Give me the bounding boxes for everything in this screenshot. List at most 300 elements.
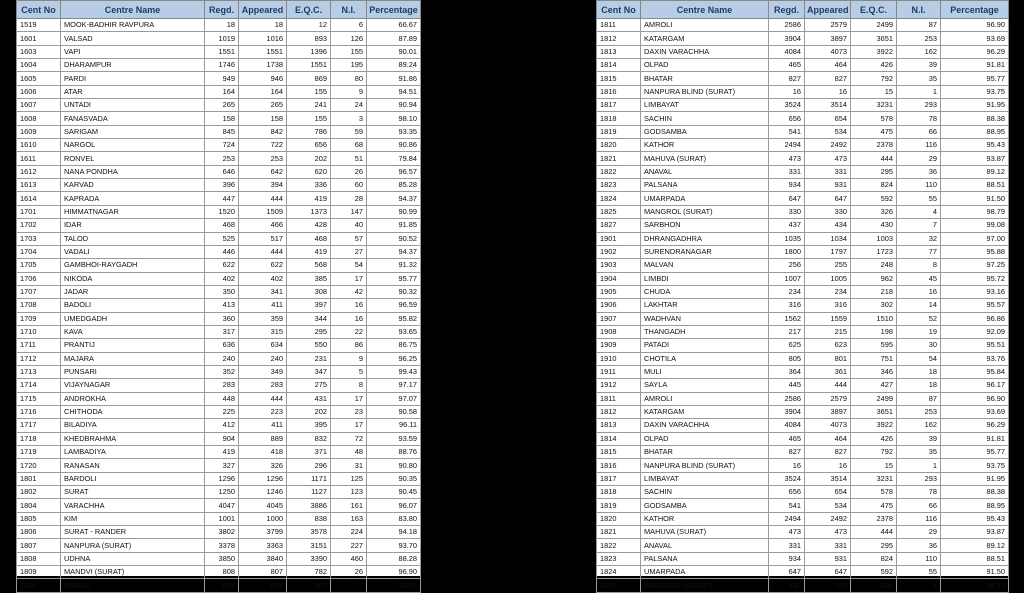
cent-no-cell: 1814 <box>597 432 641 445</box>
table-row <box>597 552 1009 565</box>
header-percentage: Percentage <box>367 1 421 19</box>
appeared-cell: 330 <box>805 205 851 218</box>
ni-cell: 4 <box>897 579 941 592</box>
cent-no-cell: 1813 <box>597 45 641 58</box>
cent-no-cell: 1815 <box>597 446 641 459</box>
ni-cell: 126 <box>331 32 367 45</box>
ni-cell: 116 <box>897 139 941 152</box>
percentage-cell: 95.43 <box>941 139 1009 152</box>
table-row <box>597 139 1009 152</box>
ni-cell: 18 <box>897 379 941 392</box>
eqc-cell: 578 <box>851 112 897 125</box>
eqc-cell: 248 <box>851 259 897 272</box>
regd-cell: 1250 <box>205 486 239 499</box>
appeared-cell: 316 <box>805 299 851 312</box>
ni-cell: 31 <box>331 459 367 472</box>
percentage-cell: 91.50 <box>941 192 1009 205</box>
table-row <box>597 392 1009 405</box>
centre-name-cell: DHRANGADHRA <box>641 232 769 245</box>
table-row <box>17 379 421 392</box>
cent-no-cell: 1704 <box>17 245 61 258</box>
table-row <box>597 299 1009 312</box>
regd-cell: 934 <box>769 179 805 192</box>
cent-no-cell: 1801 <box>17 472 61 485</box>
regd-cell: 1019 <box>205 32 239 45</box>
header-centre-name: Centre Name <box>61 1 205 19</box>
table-row <box>597 72 1009 85</box>
table-row <box>597 125 1009 138</box>
header-regd: Regd. <box>769 1 805 19</box>
eqc-cell: 15 <box>851 459 897 472</box>
ni-cell: 8 <box>897 259 941 272</box>
centre-name-cell: SACHIN <box>641 112 769 125</box>
eqc-cell: 3390 <box>287 552 331 565</box>
cent-no-cell: 1910 <box>597 352 641 365</box>
header-percentage: Percentage <box>941 1 1009 19</box>
ni-cell: 163 <box>331 512 367 525</box>
cent-no-cell: 1519 <box>17 19 61 32</box>
table-row <box>597 165 1009 178</box>
regd-cell: 1520 <box>205 205 239 218</box>
ni-cell: 17 <box>331 392 367 405</box>
regd-cell: 808 <box>205 566 239 579</box>
percentage-cell: 88.28 <box>367 552 421 565</box>
ni-cell: 30 <box>897 339 941 352</box>
ni-cell: 195 <box>331 59 367 72</box>
regd-cell: 724 <box>205 139 239 152</box>
centre-name-cell: SAYLA <box>641 379 769 392</box>
regd-cell: 18 <box>205 19 239 32</box>
ni-cell: 54 <box>331 259 367 272</box>
eqc-cell: 1510 <box>851 312 897 325</box>
eqc-cell: 444 <box>851 526 897 539</box>
percentage-cell: 93.75 <box>941 85 1009 98</box>
percentage-cell: 96.86 <box>941 312 1009 325</box>
cent-no-cell: 1822 <box>597 539 641 552</box>
cent-no-cell: 1825 <box>597 205 641 218</box>
regd-cell: 4047 <box>205 499 239 512</box>
table-row <box>597 339 1009 352</box>
eqc-cell: 786 <box>287 125 331 138</box>
table-row <box>597 285 1009 298</box>
cent-no-cell: 1822 <box>597 165 641 178</box>
percentage-cell: 96.57 <box>367 165 421 178</box>
cent-no-cell: 1810 <box>17 579 61 592</box>
appeared-cell: 402 <box>239 272 287 285</box>
ni-cell: 24 <box>331 99 367 112</box>
centre-name-cell: LIMBAYAT <box>641 472 769 485</box>
table-row <box>17 45 421 58</box>
regd-cell: 934 <box>769 552 805 565</box>
cent-no-cell: 1813 <box>597 419 641 432</box>
appeared-cell: 3840 <box>239 552 287 565</box>
cent-no-cell: 1811 <box>597 19 641 32</box>
percentage-cell: 96.90 <box>367 566 421 579</box>
table-row <box>17 325 421 338</box>
eqc-cell: 336 <box>287 179 331 192</box>
cent-no-cell: 1719 <box>17 446 61 459</box>
eqc-cell: 295 <box>851 539 897 552</box>
regd-cell: 164 <box>205 85 239 98</box>
regd-cell: 402 <box>205 272 239 285</box>
regd-cell: 468 <box>205 219 239 232</box>
centre-name-cell: DAXIN VARACHHA <box>641 45 769 58</box>
appeared-cell: 3514 <box>805 472 851 485</box>
regd-cell: 465 <box>769 59 805 72</box>
centre-name-cell: SARBHON <box>641 219 769 232</box>
table-row <box>17 486 421 499</box>
regd-cell: 4084 <box>769 45 805 58</box>
ni-cell: 227 <box>331 539 367 552</box>
table-row <box>597 405 1009 418</box>
cent-no-cell: 1711 <box>17 339 61 352</box>
header-eqc: E.Q.C. <box>287 1 331 19</box>
centre-name-cell: UMEDGADH <box>61 312 205 325</box>
appeared-cell: 223 <box>239 405 287 418</box>
ni-cell: 35 <box>897 72 941 85</box>
appeared-cell: 164 <box>239 85 287 98</box>
percentage-cell: 93.65 <box>367 325 421 338</box>
ni-cell: 28 <box>331 192 367 205</box>
eqc-cell: 869 <box>287 72 331 85</box>
ni-cell: 7 <box>331 579 367 592</box>
regd-cell: 412 <box>205 419 239 432</box>
regd-cell: 473 <box>769 152 805 165</box>
ni-cell: 14 <box>897 299 941 312</box>
table-row <box>597 219 1009 232</box>
cent-no-cell: 1713 <box>17 365 61 378</box>
ni-cell: 66 <box>897 125 941 138</box>
regd-cell: 256 <box>769 259 805 272</box>
cent-no-cell: 1808 <box>17 552 61 565</box>
centre-name-cell: HIMMATNAGAR <box>61 205 205 218</box>
percentage-cell: 96.59 <box>367 299 421 312</box>
cent-no-cell: 1607 <box>17 99 61 112</box>
table-row <box>17 352 421 365</box>
appeared-cell: 444 <box>805 379 851 392</box>
appeared-cell: 349 <box>239 365 287 378</box>
regd-cell: 448 <box>205 392 239 405</box>
appeared-cell: 361 <box>805 365 851 378</box>
eqc-cell: 3151 <box>287 539 331 552</box>
regd-cell: 3904 <box>769 32 805 45</box>
ni-cell: 42 <box>331 285 367 298</box>
cent-no-cell: 1818 <box>597 486 641 499</box>
centre-name-cell: NANPURA BLIND (SURAT) <box>641 85 769 98</box>
ni-cell: 60 <box>331 179 367 192</box>
percentage-cell: 93.75 <box>941 459 1009 472</box>
percentage-cell: 90.52 <box>367 232 421 245</box>
cent-no-cell: 1802 <box>17 486 61 499</box>
eqc-cell: 419 <box>287 245 331 258</box>
centre-name-cell: PALSANA <box>641 552 769 565</box>
ni-cell: 16 <box>897 285 941 298</box>
appeared-cell: 283 <box>239 379 287 392</box>
cent-no-cell: 1824 <box>597 192 641 205</box>
table-row <box>597 486 1009 499</box>
eqc-cell: 371 <box>287 446 331 459</box>
percentage-cell: 88.95 <box>941 499 1009 512</box>
ni-cell: 16 <box>331 299 367 312</box>
eqc-cell: 568 <box>287 259 331 272</box>
eqc-cell: 2499 <box>851 19 897 32</box>
table-row <box>17 245 421 258</box>
percentage-cell: 94.18 <box>367 526 421 539</box>
regd-cell: 3904 <box>769 405 805 418</box>
cent-no-cell: 1816 <box>597 459 641 472</box>
table-row <box>17 299 421 312</box>
appeared-cell: 16 <box>805 459 851 472</box>
table-row <box>17 232 421 245</box>
eqc-cell: 475 <box>851 125 897 138</box>
table-row <box>17 552 421 565</box>
centre-name-cell: VADALI <box>61 245 205 258</box>
table-body-right <box>597 19 1009 593</box>
regd-cell: 1800 <box>769 245 805 258</box>
regd-cell: 622 <box>205 259 239 272</box>
appeared-cell: 807 <box>239 566 287 579</box>
eqc-cell: 155 <box>287 112 331 125</box>
appeared-cell: 827 <box>805 72 851 85</box>
table-row <box>17 152 421 165</box>
appeared-cell: 2579 <box>805 19 851 32</box>
centre-name-cell: GODSAMBA <box>641 125 769 138</box>
eqc-cell: 295 <box>287 325 331 338</box>
table-row <box>597 179 1009 192</box>
ni-cell: 9 <box>331 352 367 365</box>
header-appeared: Appeared <box>239 1 287 19</box>
table-row <box>597 312 1009 325</box>
centre-name-cell: SURENDRANAGAR <box>641 245 769 258</box>
cent-no-cell: 1827 <box>597 219 641 232</box>
cent-no-cell: 1712 <box>17 352 61 365</box>
appeared-cell: 931 <box>805 179 851 192</box>
eqc-cell: 344 <box>287 312 331 325</box>
appeared-cell: 4073 <box>805 419 851 432</box>
centre-name-cell: NARGOL <box>61 139 205 152</box>
percentage-cell: 91.81 <box>941 432 1009 445</box>
centre-name-cell: UDHNA <box>61 552 205 565</box>
eqc-cell: 2378 <box>851 512 897 525</box>
ni-cell: 162 <box>897 419 941 432</box>
centre-name-cell: BARDOLI <box>61 472 205 485</box>
appeared-cell: 842 <box>239 125 287 138</box>
appeared-cell: 647 <box>805 192 851 205</box>
appeared-cell: 464 <box>805 59 851 72</box>
appeared-cell: 642 <box>239 165 287 178</box>
percentage-cell: 93.35 <box>367 125 421 138</box>
centre-name-cell: MOOK-BADHIR RAVPURA <box>61 19 205 32</box>
regd-cell: 1562 <box>769 312 805 325</box>
regd-cell: 317 <box>205 325 239 338</box>
cent-no-cell: 1821 <box>597 152 641 165</box>
appeared-cell: 801 <box>805 352 851 365</box>
table-row <box>597 539 1009 552</box>
eqc-cell: 475 <box>851 499 897 512</box>
percentage-cell: 93.69 <box>941 405 1009 418</box>
appeared-cell: 4073 <box>805 45 851 58</box>
appeared-cell: 411 <box>239 419 287 432</box>
centre-name-cell: SURAT <box>61 486 205 499</box>
cent-no-cell: 1715 <box>17 392 61 405</box>
eqc-cell: 751 <box>851 352 897 365</box>
table-row <box>17 339 421 352</box>
regd-cell: 265 <box>205 99 239 112</box>
ni-cell: 162 <box>897 45 941 58</box>
left-page <box>16 0 420 590</box>
header-regd: Regd. <box>205 1 239 19</box>
percentage-cell: 91.81 <box>941 59 1009 72</box>
cent-no-cell: 1613 <box>17 179 61 192</box>
centre-name-cell: GODSAMBA <box>641 499 769 512</box>
ni-cell: 123 <box>331 486 367 499</box>
cent-no-cell: 1909 <box>597 339 641 352</box>
centre-name-cell: OLPAD <box>641 432 769 445</box>
percentage-cell: 88.38 <box>941 486 1009 499</box>
eqc-cell: 2378 <box>851 139 897 152</box>
table-row <box>597 259 1009 272</box>
eqc-cell: 468 <box>287 232 331 245</box>
eqc-cell: 397 <box>287 299 331 312</box>
centre-name-cell: WADHVAN <box>641 312 769 325</box>
eqc-cell: 3231 <box>851 472 897 485</box>
ni-cell: 17 <box>331 272 367 285</box>
percentage-cell: 95.77 <box>367 272 421 285</box>
eqc-cell: 595 <box>851 339 897 352</box>
table-row <box>597 526 1009 539</box>
appeared-cell: 215 <box>805 325 851 338</box>
ni-cell: 48 <box>331 446 367 459</box>
centre-name-cell: MANDVI (SURAT) <box>61 566 205 579</box>
regd-cell: 2494 <box>769 139 805 152</box>
eqc-cell: 2499 <box>851 392 897 405</box>
cent-no-cell: 1811 <box>597 392 641 405</box>
eqc-cell: 419 <box>287 192 331 205</box>
cent-no-cell: 1614 <box>17 192 61 205</box>
header-appeared: Appeared <box>805 1 851 19</box>
centre-name-cell: VALSAD <box>61 32 205 45</box>
cent-no-cell: 1902 <box>597 245 641 258</box>
table-row <box>597 85 1009 98</box>
eqc-cell: 275 <box>287 379 331 392</box>
cent-no-cell: 1825 <box>597 579 641 592</box>
ni-cell: 253 <box>897 32 941 45</box>
right-page <box>596 0 1008 590</box>
ni-cell: 19 <box>897 325 941 338</box>
ni-cell: 8 <box>331 379 367 392</box>
table-row <box>17 72 421 85</box>
table-row <box>17 365 421 378</box>
table-row <box>17 112 421 125</box>
centre-name-cell: PARDI <box>61 72 205 85</box>
appeared-cell: 444 <box>239 245 287 258</box>
cent-no-cell: 1610 <box>17 139 61 152</box>
ni-cell: 7 <box>897 219 941 232</box>
results-table-left <box>16 0 421 593</box>
header-centre-name: Centre Name <box>641 1 769 19</box>
ni-cell: 51 <box>331 152 367 165</box>
appeared-cell: 1509 <box>239 205 287 218</box>
eqc-cell: 431 <box>287 392 331 405</box>
eqc-cell: 395 <box>287 419 331 432</box>
percentage-cell: 96.90 <box>941 392 1009 405</box>
cent-no-cell: 1720 <box>17 459 61 472</box>
cent-no-cell: 1703 <box>17 232 61 245</box>
appeared-cell: 394 <box>239 179 287 192</box>
eqc-cell: 295 <box>851 165 897 178</box>
regd-cell: 3802 <box>205 526 239 539</box>
percentage-cell: 96.29 <box>941 419 1009 432</box>
eqc-cell: 3231 <box>851 99 897 112</box>
table-row <box>17 459 421 472</box>
ni-cell: 6 <box>331 19 367 32</box>
eqc-cell: 231 <box>287 352 331 365</box>
ni-cell: 17 <box>331 419 367 432</box>
eqc-cell: 428 <box>287 219 331 232</box>
cent-no-cell: 1604 <box>17 59 61 72</box>
eqc-cell: 1723 <box>851 245 897 258</box>
table-row <box>597 566 1009 579</box>
table-row <box>597 365 1009 378</box>
eqc-cell: 656 <box>287 139 331 152</box>
appeared-cell: 1246 <box>239 486 287 499</box>
regd-cell: 656 <box>769 112 805 125</box>
eqc-cell: 430 <box>851 219 897 232</box>
ni-cell: 32 <box>897 232 941 245</box>
regd-cell: 350 <box>205 285 239 298</box>
centre-name-cell: SURAT - RANDER <box>61 526 205 539</box>
ni-cell: 4 <box>897 205 941 218</box>
centre-name-cell: KATHOR <box>641 139 769 152</box>
centre-name-cell: CHOTILA <box>641 352 769 365</box>
ni-cell: 116 <box>897 512 941 525</box>
table-row <box>597 99 1009 112</box>
centre-name-cell: DHARAMPUR <box>61 59 205 72</box>
cent-no-cell: 1823 <box>597 179 641 192</box>
cent-no-cell: 1819 <box>597 125 641 138</box>
percentage-cell: 96.90 <box>941 19 1009 32</box>
eqc-cell: 824 <box>851 552 897 565</box>
percentage-cell: 92.09 <box>941 325 1009 338</box>
cent-no-cell: 1605 <box>17 72 61 85</box>
centre-name-cell: MAHUVA (SURAT) <box>641 526 769 539</box>
regd-cell: 541 <box>769 499 805 512</box>
ni-cell: 5 <box>331 365 367 378</box>
table-row <box>597 45 1009 58</box>
regd-cell: 646 <box>205 165 239 178</box>
centre-name-cell: NIKODA <box>61 272 205 285</box>
table-row <box>17 405 421 418</box>
regd-cell: 1296 <box>205 472 239 485</box>
centre-name-cell: MALVAN <box>641 259 769 272</box>
centre-name-cell: ANDROKHA <box>61 392 205 405</box>
regd-cell: 2494 <box>769 512 805 525</box>
table-row <box>597 419 1009 432</box>
eqc-cell: 3922 <box>851 419 897 432</box>
eqc-cell: 241 <box>287 99 331 112</box>
ni-cell: 125 <box>331 472 367 485</box>
regd-cell: 16 <box>769 459 805 472</box>
eqc-cell: 592 <box>851 192 897 205</box>
cent-no-cell: 1904 <box>597 272 641 285</box>
regd-cell: 330 <box>769 579 805 592</box>
percentage-cell: 90.80 <box>367 459 421 472</box>
centre-name-cell: PRANTIJ <box>61 339 205 352</box>
centre-name-cell: MAJARA <box>61 352 205 365</box>
eqc-cell: 1171 <box>287 472 331 485</box>
appeared-cell: 3363 <box>239 539 287 552</box>
appeared-cell: 2579 <box>805 392 851 405</box>
